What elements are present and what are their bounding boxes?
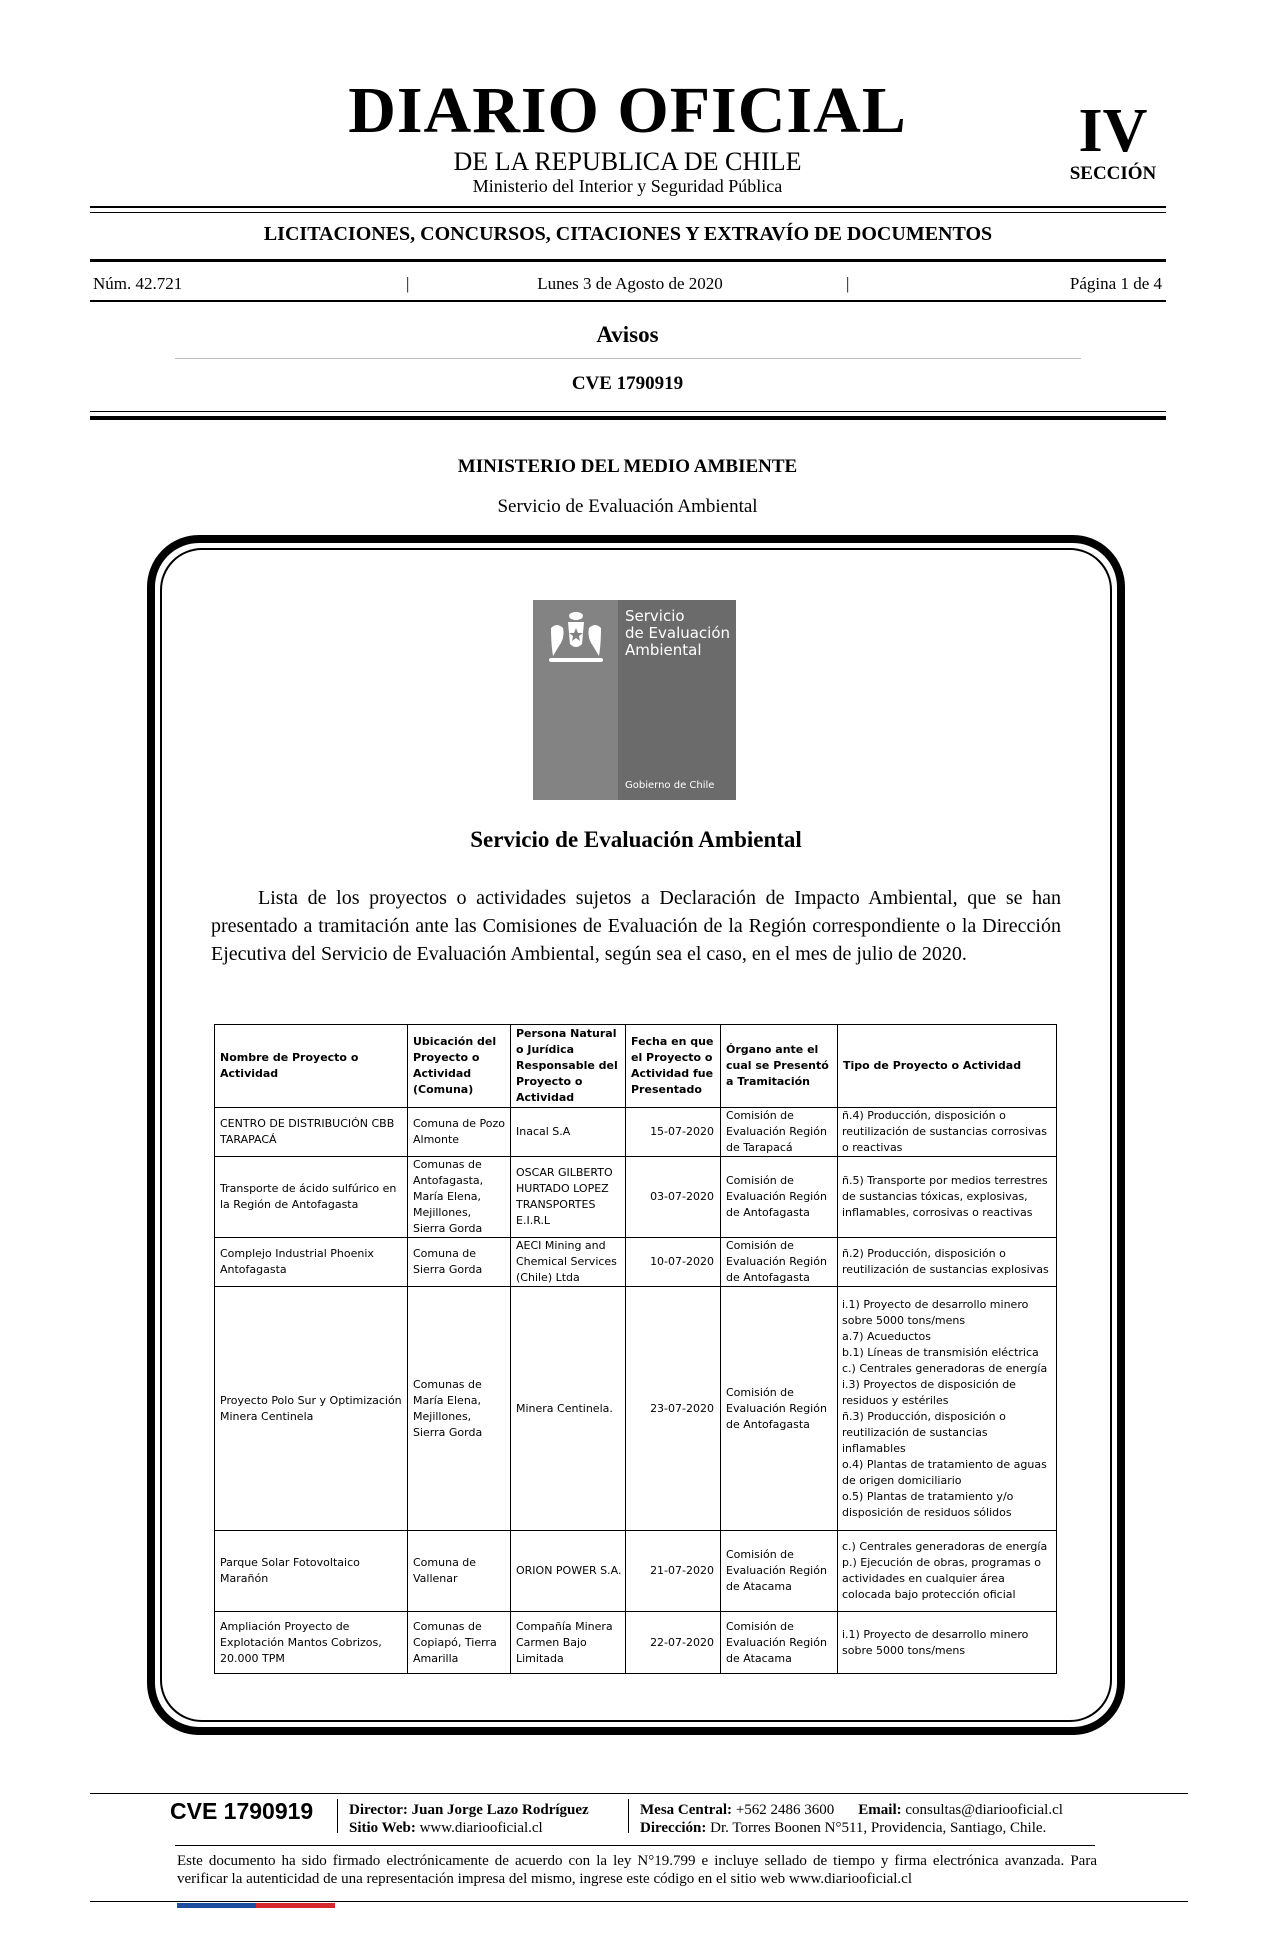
- cell-project-name: Ampliación Proyecto de Explotación Mantos Cobrizos, 20.000 TPM: [215, 1612, 408, 1674]
- footer-separator: [337, 1799, 338, 1833]
- newspaper-subtitle: DE LA REPUBLICA DE CHILE: [453, 147, 802, 176]
- cell-organ: Comisión de Evaluación Región de Antofagasta: [721, 1287, 838, 1531]
- type-item: ñ.4) Producción, disposición o reutilización de sustancias corrosivas o reactivas: [842, 1109, 1047, 1154]
- type-item: ñ.3) Producción, disposición o reutilización de sustancias inflamables: [842, 1409, 1006, 1455]
- cell-type: [838, 1612, 1057, 1674]
- column-header: Órgano ante el cual se Presentó a Tramitación: [721, 1025, 838, 1108]
- cell-type: [838, 1287, 1057, 1531]
- column-header: Nombre de Proyecto o Actividad: [215, 1025, 408, 1108]
- email-link[interactable]: consultas@diariooficial.cl: [905, 1802, 1063, 1818]
- header-rule: [90, 259, 1166, 262]
- cell-date: 15-07-2020: [626, 1108, 721, 1157]
- type-item: o.5) Plantas de tratamiento y/o disposición de residuos sólidos: [842, 1489, 1014, 1519]
- type-item: ñ.2) Producción, disposición o reutilización de sustancias explosivas: [842, 1247, 1049, 1276]
- cell-responsible: Minera Centinela.: [511, 1287, 626, 1531]
- footer-note: Este documento ha sido firmado electrónicamente de acuerdo con la ley N°19.799 e incluye sellado de tiempo y firma electrónica avanzada. Para verificar la autenticidad de una representación impresa del mismo, ingrese este código en el sitio web www.diariooficial.cl: [177, 1853, 1097, 1887]
- logo-text: [625, 608, 730, 659]
- type-item: ñ.5) Transporte por medios terrestres de sustancias tóxicas, explosivas, inflamables, corrosivas o reactivas: [842, 1174, 1048, 1219]
- logo-line: Servicio: [625, 607, 685, 625]
- footer-cve: CVE 1790919: [170, 1798, 314, 1824]
- address-value: Dr. Torres Boonen N°511, Providencia, Santiago, Chile.: [710, 1820, 1047, 1836]
- phone-value: +562 2486 3600: [735, 1802, 835, 1818]
- table-row: [215, 1157, 1057, 1238]
- cell-responsible: Inacal S.A: [511, 1108, 626, 1157]
- projects-table: [214, 1024, 1057, 1674]
- newspaper-title: DIARIO OFICIAL: [348, 74, 907, 147]
- section-label: SECCIÓN: [1069, 163, 1157, 184]
- cve-code: CVE 1790919: [571, 373, 684, 394]
- cell-organ: Comisión de Evaluación Región de Atacama: [721, 1612, 838, 1674]
- table-row: [215, 1238, 1057, 1287]
- cell-responsible: ORION POWER S.A.: [511, 1531, 626, 1612]
- footer-rule: [175, 1845, 1095, 1846]
- site-link[interactable]: www.diariooficial.cl: [419, 1820, 543, 1836]
- cell-responsible: Compañía Minera Carmen Bajo Limitada: [511, 1612, 626, 1674]
- type-item: i.1) Proyecto de desarrollo minero sobre 5000 tons/mens: [842, 1627, 1029, 1657]
- header-rule: [90, 416, 1166, 420]
- cell-responsible: AECI Mining and Chemical Services (Chile) Ltda: [511, 1238, 626, 1287]
- issue-separator: |: [846, 274, 850, 293]
- cell-location: Comunas de María Elena, Mejillones, Sierra Gorda: [408, 1287, 511, 1531]
- cell-type: [838, 1157, 1057, 1238]
- cell-responsible: OSCAR GILBERTO HURTADO LOPEZ TRANSPORTES E.I.R.L: [511, 1157, 626, 1238]
- footer-separator: [628, 1799, 629, 1833]
- cell-date: 21-07-2020: [626, 1531, 721, 1612]
- notice-type: Avisos: [596, 322, 659, 347]
- type-item: p.) Ejecución de obras, programas o actividades en cualquier área colocada bajo protección oficial: [842, 1556, 1041, 1601]
- table-row: [215, 1108, 1057, 1157]
- footer-rule: [90, 1793, 1188, 1794]
- flag-stripe-blue: [177, 1903, 256, 1908]
- cell-date: 22-07-2020: [626, 1612, 721, 1674]
- section-number: IV: [1078, 97, 1148, 165]
- logo-line: Ambiental: [625, 641, 702, 659]
- column-header: Ubicación del Proyecto o Actividad (Comuna): [408, 1025, 511, 1108]
- logo-panel: [533, 600, 618, 800]
- type-item: i.3) Proyectos de disposición de residuos y estériles: [842, 1377, 1016, 1407]
- section-category: LICITACIONES, CONCURSOS, CITACIONES Y EXTRAVÍO DE DOCUMENTOS: [263, 223, 993, 245]
- issue-separator: |: [406, 274, 410, 293]
- header-rule: [90, 411, 1166, 412]
- cell-date: 23-07-2020: [626, 1287, 721, 1531]
- column-header: Tipo de Proyecto o Actividad: [838, 1025, 1057, 1108]
- logo-line: de Evaluación: [625, 624, 731, 642]
- type-item: a.7) Acueductos: [842, 1329, 931, 1343]
- cell-location: Comuna de Pozo Almonte: [408, 1108, 511, 1157]
- column-header: Persona Natural o Jurídica Responsable del Proyecto o Actividad: [511, 1025, 626, 1108]
- type-item: i.1) Proyecto de desarrollo minero sobre 5000 tons/mens: [842, 1297, 1029, 1327]
- footer-rule: [90, 1901, 1188, 1902]
- table-row: [215, 1531, 1057, 1612]
- header-rule: [90, 212, 1166, 213]
- cell-location: Comuna de Vallenar: [408, 1531, 511, 1612]
- director-label: Director:: [349, 1802, 408, 1818]
- address-label: Dirección:: [640, 1820, 707, 1836]
- cell-organ: Comisión de Evaluación Región de Tarapacá: [721, 1108, 838, 1157]
- phone-label: Mesa Central:: [640, 1802, 733, 1818]
- cell-organ: Comisión de Evaluación Región de Antofagasta: [721, 1157, 838, 1238]
- chile-coat-of-arms-icon: [541, 608, 611, 668]
- cell-location: Comunas de Copiapó, Tierra Amarilla: [408, 1612, 511, 1674]
- document-paragraph: Lista de los proyectos o actividades sujetos a Declaración de Impacto Ambiental, que se han presentado a tramitación ante las Comisiones de Evaluación de la Región correspondiente o la Dirección Ejecutiva del Servicio de Evaluación Ambiental, según sea el caso, en el mes de julio de 2020.: [211, 887, 1061, 965]
- type-item: o.4) Plantas de tratamiento de aguas de origen domiciliario: [842, 1457, 1047, 1487]
- cell-organ: Comisión de Evaluación Región de Atacama: [721, 1531, 838, 1612]
- issue-number: Núm. 42.721: [93, 274, 183, 293]
- cell-project-name: Proyecto Polo Sur y Optimización Minera Centinela: [215, 1287, 408, 1531]
- type-item: c.) Centrales generadoras de energía: [842, 1540, 1048, 1553]
- cell-type: [838, 1238, 1057, 1287]
- type-item: c.) Centrales generadoras de energía: [842, 1361, 1048, 1375]
- footer-contact-block: [640, 1801, 1063, 1837]
- cell-location: Comunas de Antofagasta, María Elena, Mejillones, Sierra Gorda: [408, 1157, 511, 1238]
- cell-date: 10-07-2020: [626, 1238, 721, 1287]
- page-indicator: Página 1 de 4: [1069, 274, 1162, 293]
- cell-project-name: Parque Solar Fotovoltaico Marañón: [215, 1531, 408, 1612]
- issue-date: Lunes 3 de Agosto de 2020: [537, 274, 723, 293]
- cell-type: [838, 1531, 1057, 1612]
- cell-location: Comuna de Sierra Gorda: [408, 1238, 511, 1287]
- table-header-row: [215, 1025, 1057, 1108]
- divider: [175, 358, 1081, 359]
- header-rule: [90, 206, 1166, 208]
- cell-project-name: CENTRO DE DISTRIBUCIÓN CBB TARAPACÁ: [215, 1108, 408, 1157]
- email-label: Email:: [858, 1802, 902, 1818]
- sea-logo: [533, 600, 736, 800]
- cell-organ: Comisión de Evaluación Región de Antofagasta: [721, 1238, 838, 1287]
- table-row: [215, 1287, 1057, 1531]
- header-rule: [90, 300, 1166, 302]
- type-item: b.1) Líneas de transmisión eléctrica: [842, 1345, 1039, 1359]
- table-row: [215, 1612, 1057, 1674]
- service-name: Servicio de Evaluación Ambiental: [497, 496, 758, 517]
- logo-government: Gobierno de Chile: [625, 780, 715, 791]
- ministry-name: MINISTERIO DEL MEDIO AMBIENTE: [457, 456, 798, 477]
- cell-project-name: Complejo Industrial Phoenix Antofagasta: [215, 1238, 408, 1287]
- footer-director-block: [349, 1801, 589, 1837]
- cell-date: 03-07-2020: [626, 1157, 721, 1238]
- newspaper-ministry: Ministerio del Interior y Seguridad Pública: [472, 176, 783, 196]
- projects-table-wrap: [214, 1024, 1056, 1674]
- site-label: Sitio Web:: [349, 1820, 416, 1836]
- cell-project-name: Transporte de ácido sulfúrico en la Región de Antofagasta: [215, 1157, 408, 1238]
- director-name: Juan Jorge Lazo Rodríguez: [411, 1802, 589, 1818]
- flag-stripe-red: [256, 1903, 335, 1908]
- document-title: Servicio de Evaluación Ambiental: [470, 827, 802, 852]
- cell-type: [838, 1108, 1057, 1157]
- column-header: Fecha en que el Proyecto o Actividad fue Presentado: [626, 1025, 721, 1108]
